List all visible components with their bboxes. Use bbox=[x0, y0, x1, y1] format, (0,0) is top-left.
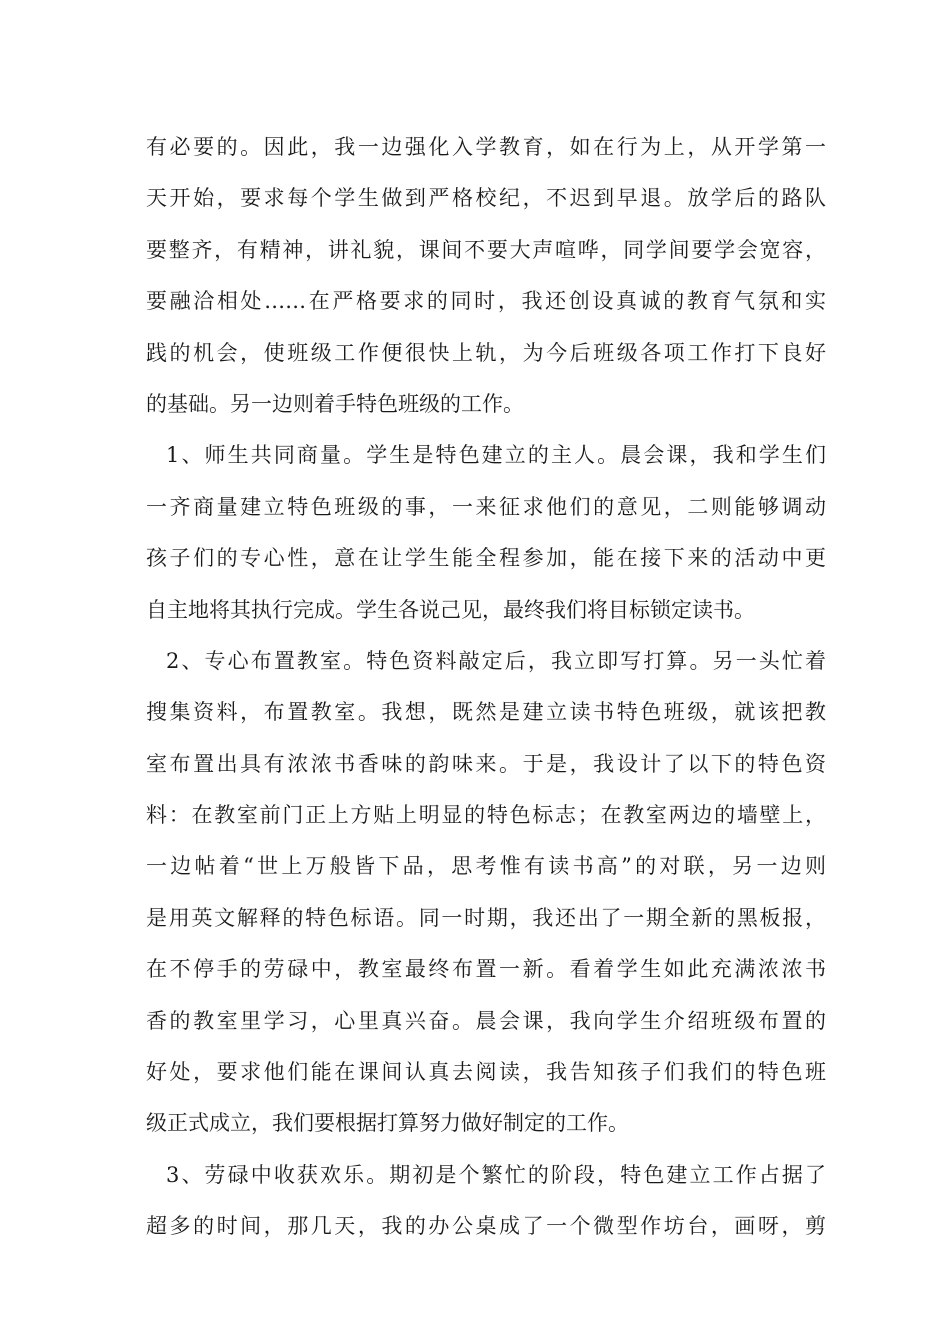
text-line: 是用英文解释的特色标语。同一时期，我还出了一期全新的黑板报， bbox=[146, 905, 826, 930]
text-line: 3、劳碌中收获欢乐。期初是个繁忙的阶段，特色建立工作占据了 bbox=[166, 1162, 826, 1187]
text-line: 2、专心布置教室。特色资料敲定后，我立即写打算。另一头忙着 bbox=[166, 648, 826, 673]
text-line: 一边帖着“世上万般皆下品，思考惟有读书高”的对联，另一边则 bbox=[146, 854, 826, 879]
text-line: 1、师生共同商量。学生是特色建立的主人。晨会课，我和学生们 bbox=[166, 443, 826, 468]
text-line: 料：在教室前门正上方贴上明显的特色标志；在教室两边的墙壁上， bbox=[146, 803, 826, 828]
text-line: 自主地将其执行完成。学生各说己见，最终我们将目标锁定读书。 bbox=[146, 597, 755, 622]
text-line: 孩子们的专心性，意在让学生能全程参加，能在接下来的活动中更 bbox=[146, 546, 826, 571]
text-line: 搜集资料，布置教室。我想，既然是建立读书特色班级，就该把教 bbox=[146, 700, 826, 725]
text-line: 好处，要求他们能在课间认真去阅读，我告知孩子们我们的特色班 bbox=[146, 1060, 826, 1085]
text-line: 要整齐，有精神，讲礼貌，课间不要大声喧哗，同学间要学会宽容， bbox=[146, 237, 826, 262]
text-line: 有必要的。因此，我一边强化入学教育，如在行为上，从开学第一 bbox=[146, 135, 826, 159]
text-line: 室布置出具有浓浓书香味的韵味来。于是，我设计了以下的特色资 bbox=[146, 751, 826, 776]
text-line: 香的教室里学习，心里真兴奋。晨会课，我向学生介绍班级布置的 bbox=[146, 1008, 826, 1033]
text-line: 级正式成立，我们要根据打算努力做好制定的工作。 bbox=[146, 1111, 629, 1136]
text-line: 一齐商量建立特色班级的事，一来征求他们的意见，二则能够调动 bbox=[146, 494, 826, 519]
text-line: 天开始，要求每个学生做到严格校纪，不迟到早退。放学后的路队 bbox=[146, 186, 826, 211]
text-line: 践的机会，使班级工作便很快上轨，为今后班级各项工作打下良好 bbox=[146, 340, 826, 365]
body-text bbox=[146, 122, 826, 1253]
text-line: 在不停手的劳碌中，教室最终布置一新。看着学生如此充满浓浓书 bbox=[146, 957, 826, 982]
text-line: 要融洽相处……在严格要求的同时，我还创设真诚的教育气氛和实 bbox=[146, 289, 826, 314]
text-line: 超多的时间，那几天，我的办公桌成了一个微型作坊台，画呀，剪 bbox=[146, 1214, 826, 1239]
text-line: 的基础。另一边则着手特色班级的工作。 bbox=[146, 391, 524, 416]
